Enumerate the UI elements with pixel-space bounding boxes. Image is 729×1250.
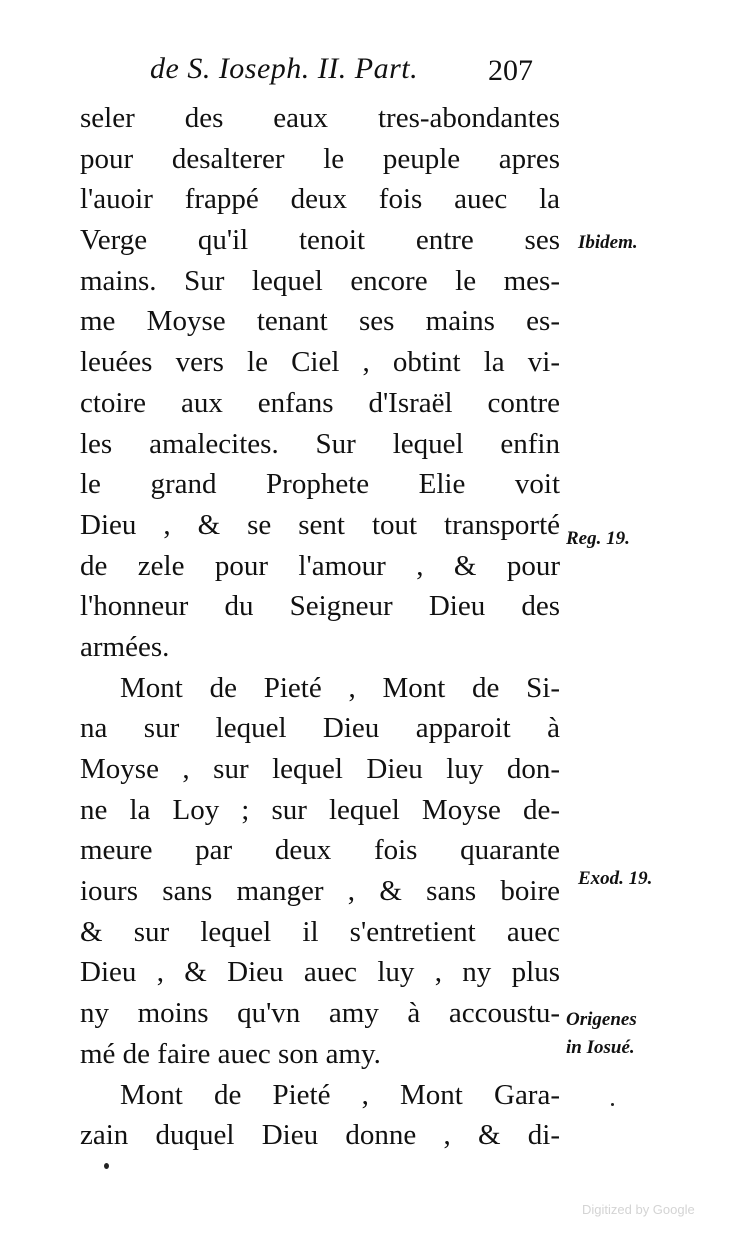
text-line: mains. Sur lequel encore le mes- xyxy=(80,264,560,297)
margin-note-origenes-line1: Origenes xyxy=(566,1009,637,1030)
text-line: seler des eaux tres-abondantes xyxy=(80,102,560,134)
text-line: armées. xyxy=(80,630,170,663)
ink-speck xyxy=(104,1163,109,1169)
text-line: iours sans manger , & sans boire xyxy=(80,875,560,908)
ink-speck xyxy=(611,1103,614,1106)
text-line: Mont de Pieté , Mont de Si- xyxy=(120,671,560,704)
text-line: l'honneur du Seigneur Dieu des xyxy=(80,590,560,623)
text-line: ne la Loy ; sur lequel Moyse de- xyxy=(80,793,560,826)
text-line: meure par deux fois quarante xyxy=(80,834,560,867)
text-line: le grand Prophete Elie voit xyxy=(80,468,560,501)
text-line: Mont de Pieté , Mont Gara- xyxy=(120,1078,560,1111)
text-line: leuées vers le Ciel , obtint la vi- xyxy=(80,346,560,379)
text-line: pour desalterer le peuple apres xyxy=(80,142,560,175)
margin-note-origenes xyxy=(566,1006,637,1062)
text-line: Dieu , & Dieu auec luy , ny plus xyxy=(80,956,560,989)
text-line: de zele pour l'amour , & pour xyxy=(80,549,560,582)
margin-note-ibidem: Ibidem. xyxy=(578,232,638,253)
text-line: ny moins qu'vn amy à accoustu- xyxy=(80,997,560,1030)
text-line: Moyse , sur lequel Dieu luy don- xyxy=(80,753,560,785)
text-line: ctoire aux enfans d'Israël contre xyxy=(80,386,560,419)
page-number: 207 xyxy=(488,54,533,87)
text-line: zain duquel Dieu donne , & di- xyxy=(80,1119,560,1152)
text-line: Verge qu'il tenoit entre ses xyxy=(80,224,560,257)
text-line: me Moyse tenant ses mains es- xyxy=(80,305,560,338)
body-text xyxy=(80,98,560,1156)
text-line: l'auoir frappé deux fois auec la xyxy=(80,183,560,216)
text-line: Dieu , & se sent tout transporté xyxy=(80,508,560,541)
watermark: Digitized by Google xyxy=(582,1202,695,1217)
margin-note-origenes-line2: in Iosué. xyxy=(566,1037,635,1058)
text-line: mé de faire auec son amy. xyxy=(80,1037,381,1070)
text-line: na sur lequel Dieu apparoit à xyxy=(80,712,560,745)
text-line: les amalecites. Sur lequel enfin xyxy=(80,427,560,460)
margin-note-reg: Reg. 19. xyxy=(566,528,630,549)
running-head: de S. Ioseph. II. Part. xyxy=(150,52,419,85)
margin-note-exod: Exod. 19. xyxy=(578,868,653,889)
text-line: & sur lequel il s'entretient auec xyxy=(80,915,560,948)
